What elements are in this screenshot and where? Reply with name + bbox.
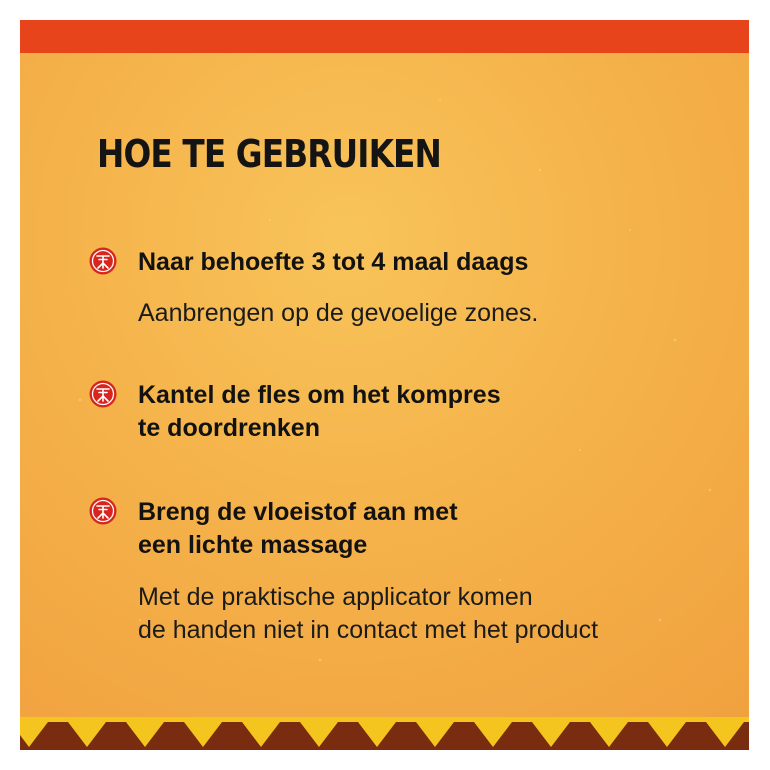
step-3-desc-line-2: de handen niet in contact met het product <box>138 616 599 644</box>
step-3-title-line-1: Breng de vloeistof aan met <box>138 498 458 526</box>
page-title: HOE TE GEBRUIKEN <box>97 132 441 176</box>
tiger-emblem-icon <box>89 497 117 525</box>
step-1-desc-line-1: Aanbrengen op de gevoelige zones. <box>138 299 539 327</box>
usage-card <box>20 20 749 750</box>
step-2-title-line-1: Kantel de fles om het kompres <box>138 381 501 409</box>
step-2-title-line-2: te doordrenken <box>138 414 320 442</box>
tiger-emblem-icon <box>89 247 117 275</box>
bottom-zigzag-band <box>20 717 749 750</box>
tiger-emblem-icon <box>89 380 117 408</box>
step-1-title-line-1: Naar behoefte 3 tot 4 maal daags <box>138 248 529 276</box>
step-3-title-line-2: een lichte massage <box>138 531 368 559</box>
step-3-desc-line-1: Met de praktische applicator komen <box>138 583 533 611</box>
